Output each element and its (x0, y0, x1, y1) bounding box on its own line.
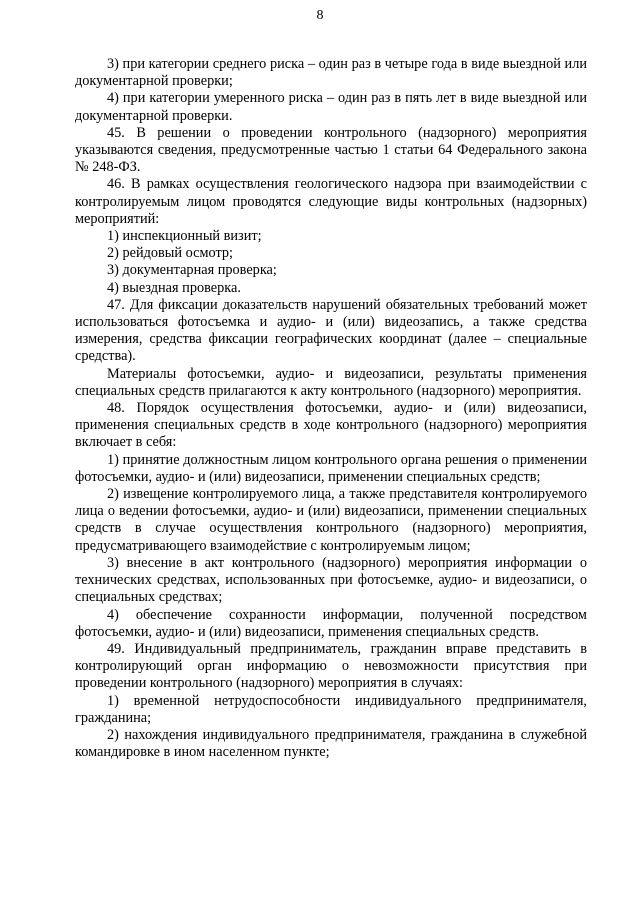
list-item: 1) временной нетрудоспособности индивидуального предпринимателя, гражданина; (75, 692, 587, 726)
document-body (75, 56, 587, 761)
paragraph: 3) при категории среднего риска – один раз в четыре года в виде выездной или документарной проверки; (75, 56, 587, 90)
paragraph: 46. В рамках осуществления геологического надзора при взаимодействии с контролируемым лицом проводятся следующие виды контрольных (надзорных) мероприятий: (75, 176, 587, 227)
list-item: 1) инспекционный визит; (107, 228, 262, 245)
list-item: 3) документарная проверка; (107, 262, 277, 279)
list-item: 2) рейдовый осмотр; (107, 245, 234, 262)
list-item: 4) обеспечение сохранности информации, полученной посредством фотосъемки, аудио- и (или) видеозаписи, применения специальных средств. (75, 606, 587, 640)
paragraph: 49. Индивидуальный предприниматель, гражданин вправе представить в контролирующий орган информацию о невозможности присутствия при проведении контрольного (надзорного) мероприятия в случаях: (75, 640, 587, 692)
paragraph: Материалы фотосъемки, аудио- и видеозаписи, результаты применения специальных средств прилагаются к акту контрольного (надзорного) мероприятия. (75, 365, 587, 399)
list-item: 4) выездная проверка. (107, 279, 241, 296)
paragraph: 48. Порядок осуществления фотосъемки, аудио- и (или) видеозаписи, применения специальных средств в ходе контрольного (надзорного) мероприятия включает в себя: (75, 400, 587, 451)
list-item: 2) нахождения индивидуального предпринимателя, гражданина в служебной командировке в ином населенном пункте; (75, 726, 587, 761)
list-item: 1) принятие должностным лицом контрольного органа решения о применении фотосъемки, аудио- и (или) видеозаписи, применении специальных средств; (75, 451, 587, 485)
list-item: 2) извещение контролируемого лица, а также представителя контролируемого лица о ведении фотосъемки, аудио- и (или) видеозаписи, применении специальных средств в случае осуществления контрольного (надзорного) мероприятия, предусматривающего взаимодействие с контролируемым лицом; (75, 486, 587, 554)
paragraph: 4) при категории умеренного риска – один раз в пять лет в виде выездной или документарной проверки. (75, 90, 587, 124)
paragraph: 45. В решении о проведении контрольного (надзорного) мероприятия указываются сведения, предусмотренные частью 1 статьи 64 Федерального закона № 248-ФЗ. (75, 124, 587, 176)
list-item: 3) внесение в акт контрольного (надзорного) мероприятия информации о технических средствах, использованных при фотосъемке, аудио- и видеозаписи, о специальных средствах; (75, 554, 587, 606)
paragraph: 47. Для фиксации доказательств нарушений обязательных требований может использоваться фотосъемка и аудио- и (или) видеозапись, а также средства измерения, средства фиксации географических координат (далее – специальные средства). (75, 296, 587, 365)
page-number: 8 (316, 8, 324, 23)
